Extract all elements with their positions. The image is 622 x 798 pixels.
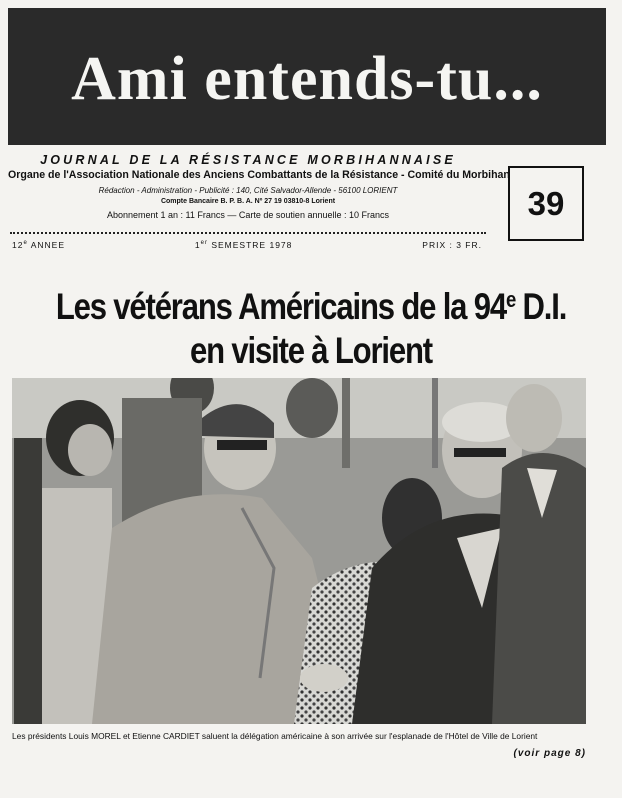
journal-subtitle: JOURNAL DE LA RÉSISTANCE MORBIHANNAISE bbox=[40, 153, 456, 167]
headline-line-1: Les vétérans Américains de la 94e D.I. bbox=[55, 286, 567, 327]
organe-line: Organe de l'Association Nationale des Anciens Combattants de la Résistance - Comité du Morbihan bbox=[8, 169, 510, 181]
dotted-divider bbox=[10, 232, 486, 234]
bank-account-line: Compte Bancaire B. P. B. A. Nº 27 19 03810-8 Lorient bbox=[160, 198, 336, 205]
photo-caption: Les présidents Louis MOREL et Etienne CARDIET saluent la délégation américaine à son arrivée sur l'esplanade de l'Hôtel de Ville de Lorient bbox=[12, 731, 538, 741]
masthead-title: Ami entends-tu... bbox=[71, 45, 543, 113]
issue-number: 39 bbox=[527, 184, 565, 222]
masthead bbox=[8, 8, 606, 145]
headline-line-2: en visite à Lorient bbox=[190, 330, 432, 371]
subscription-line: Abonnement 1 an : 11 Francs — Carte de soutien annuelle : 10 Francs bbox=[107, 210, 389, 220]
headline bbox=[50, 278, 572, 373]
year-label: 12e ANNEE bbox=[12, 240, 65, 250]
see-page-reference: (voir page 8) bbox=[513, 748, 586, 759]
price-label: PRIX : 3 FR. bbox=[422, 240, 482, 250]
front-page-photo bbox=[12, 378, 586, 724]
subheader bbox=[8, 153, 510, 220]
photo-illustration bbox=[12, 378, 586, 724]
semester-label: 1er SEMESTRE 1978 bbox=[194, 240, 293, 250]
issue-meta-row bbox=[12, 240, 482, 250]
redaction-address: Rédaction - Administration - Publicité : 140, Cité Salvador-Allende - 56100 LORIENT bbox=[98, 186, 398, 195]
issue-number-box bbox=[508, 166, 584, 241]
